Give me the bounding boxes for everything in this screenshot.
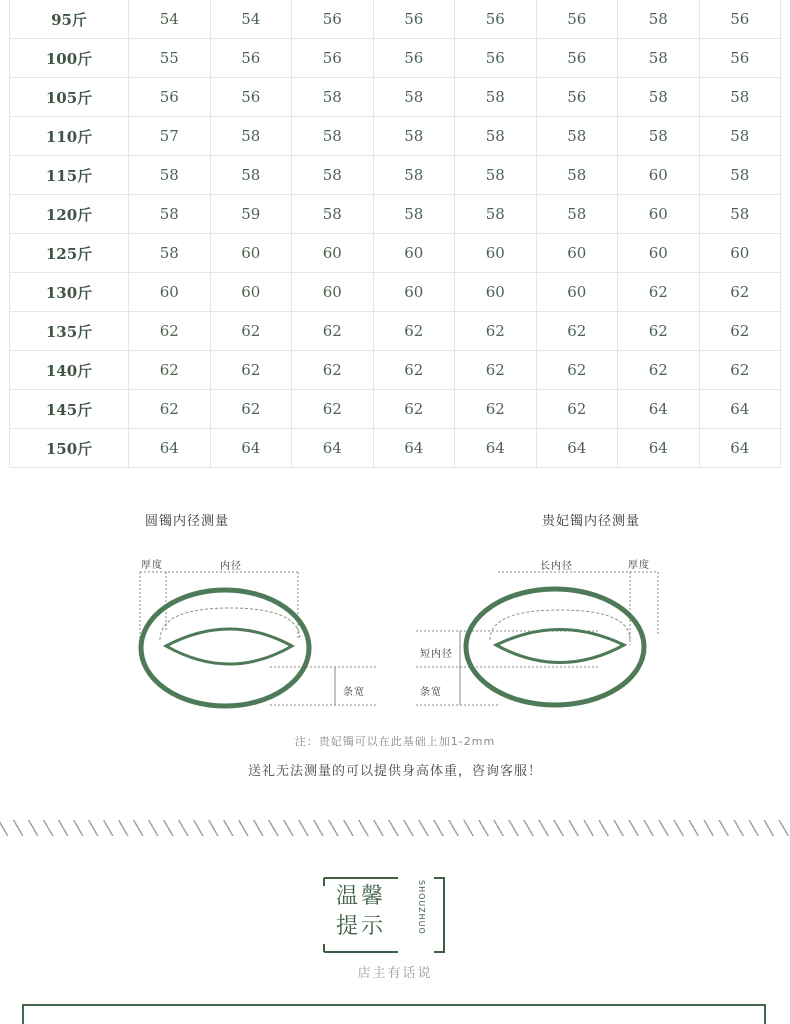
size-cell: 62 (536, 351, 618, 390)
size-cell: 58 (618, 117, 700, 156)
size-cell: 62 (536, 312, 618, 351)
size-cell: 58 (292, 117, 374, 156)
size-cell: 58 (536, 156, 618, 195)
size-cell: 60 (292, 234, 374, 273)
size-cell: 64 (699, 390, 781, 429)
size-cell: 58 (292, 195, 374, 234)
size-cell: 56 (210, 78, 292, 117)
round-width-label: 条宽 (343, 687, 365, 698)
round-thickness-label: 厚度 (141, 560, 163, 571)
size-cell: 62 (210, 312, 292, 351)
size-cell: 60 (210, 234, 292, 273)
size-cell: 62 (455, 390, 537, 429)
weight-cell: 145斤 (10, 390, 129, 429)
size-cell: 56 (455, 39, 537, 78)
size-cell: 59 (210, 195, 292, 234)
size-cell: 56 (373, 0, 455, 39)
tips-badge (322, 876, 446, 954)
size-cell: 58 (618, 78, 700, 117)
size-cell: 55 (129, 39, 211, 78)
size-cell: 64 (210, 429, 292, 468)
weight-cell: 150斤 (10, 429, 129, 468)
size-cell: 56 (129, 78, 211, 117)
size-cell: 58 (455, 117, 537, 156)
weight-cell: 115斤 (10, 156, 129, 195)
size-cell: 58 (699, 117, 781, 156)
size-cell: 56 (536, 78, 618, 117)
tips-subtitle: 店主有话说 (357, 966, 433, 981)
weight-cell: 125斤 (10, 234, 129, 273)
tips-vertical-text: SHOUZHUO (417, 880, 426, 935)
size-cell: 58 (129, 156, 211, 195)
size-cell: 62 (455, 351, 537, 390)
size-cell: 62 (536, 390, 618, 429)
size-cell: 56 (455, 0, 537, 39)
weight-cell: 95斤 (10, 0, 129, 39)
weight-cell: 105斤 (10, 78, 129, 117)
size-cell: 54 (129, 0, 211, 39)
size-cell: 60 (129, 273, 211, 312)
table-row (10, 390, 781, 429)
size-cell: 64 (455, 429, 537, 468)
hatch-divider (0, 820, 790, 836)
size-cell: 60 (373, 234, 455, 273)
table-row (10, 0, 781, 39)
size-cell: 58 (536, 117, 618, 156)
weight-cell: 140斤 (10, 351, 129, 390)
size-cell: 62 (618, 273, 700, 312)
size-cell: 60 (536, 234, 618, 273)
oval-bangle-title: 贵妃镯内径测量 (542, 514, 641, 529)
table-row (10, 273, 781, 312)
round-inner-diameter-label: 内径 (220, 561, 242, 572)
oval-long-diameter-label: 长内径 (540, 561, 573, 572)
size-cell: 62 (373, 351, 455, 390)
tips-line-2: 提示 (336, 914, 387, 939)
size-cell: 62 (210, 390, 292, 429)
size-cell: 58 (699, 156, 781, 195)
table-row (10, 195, 781, 234)
table-row (10, 312, 781, 351)
size-cell: 62 (618, 351, 700, 390)
size-cell: 62 (699, 273, 781, 312)
size-cell: 56 (292, 39, 374, 78)
size-cell: 62 (129, 312, 211, 351)
size-cell: 60 (373, 273, 455, 312)
table-row (10, 78, 781, 117)
size-cell: 62 (699, 312, 781, 351)
size-cell: 62 (129, 351, 211, 390)
size-cell: 58 (373, 156, 455, 195)
gift-measurement-note: 送礼无法测量的可以提供身高体重，咨询客服！ (247, 764, 542, 779)
size-cell: 60 (699, 234, 781, 273)
size-cell: 58 (292, 78, 374, 117)
size-cell: 58 (210, 156, 292, 195)
size-cell: 60 (292, 273, 374, 312)
size-cell: 64 (373, 429, 455, 468)
size-cell: 58 (129, 195, 211, 234)
size-cell: 62 (292, 312, 374, 351)
size-cell: 60 (618, 234, 700, 273)
size-cell: 56 (536, 39, 618, 78)
tips-heading (336, 882, 396, 942)
bottom-frame (22, 1004, 766, 1024)
table-row (10, 351, 781, 390)
size-cell: 56 (699, 39, 781, 78)
weight-cell: 120斤 (10, 195, 129, 234)
oval-bangle-illustration (416, 572, 658, 705)
size-table (9, 0, 781, 468)
size-cell: 58 (210, 117, 292, 156)
size-cell: 58 (618, 39, 700, 78)
oval-bangle-note: 注：贵妃镯可以在此基础上加1-2mm (294, 735, 496, 748)
size-cell: 60 (618, 156, 700, 195)
size-cell: 58 (536, 195, 618, 234)
size-cell: 58 (373, 117, 455, 156)
size-cell: 64 (536, 429, 618, 468)
size-cell: 56 (210, 39, 292, 78)
table-row (10, 429, 781, 468)
weight-cell: 110斤 (10, 117, 129, 156)
table-row (10, 156, 781, 195)
size-cell: 58 (699, 195, 781, 234)
size-cell: 60 (455, 234, 537, 273)
tips-line-1: 温馨 (336, 884, 387, 909)
weight-cell: 100斤 (10, 39, 129, 78)
size-cell: 62 (292, 351, 374, 390)
table-row (10, 117, 781, 156)
size-cell: 56 (292, 0, 374, 39)
oval-width-label: 条宽 (420, 687, 442, 698)
table-row (10, 39, 781, 78)
size-cell: 62 (455, 312, 537, 351)
size-cell: 58 (292, 156, 374, 195)
size-cell: 58 (455, 156, 537, 195)
round-bangle-title: 圆镯内径测量 (145, 514, 230, 529)
size-cell: 58 (455, 78, 537, 117)
size-cell: 62 (210, 351, 292, 390)
size-cell: 60 (536, 273, 618, 312)
oval-thickness-label: 厚度 (628, 560, 650, 571)
size-cell: 56 (373, 39, 455, 78)
weight-cell: 130斤 (10, 273, 129, 312)
size-cell: 58 (373, 195, 455, 234)
size-cell: 64 (292, 429, 374, 468)
size-cell: 56 (699, 0, 781, 39)
size-cell: 57 (129, 117, 211, 156)
weight-cell: 135斤 (10, 312, 129, 351)
size-cell: 62 (292, 390, 374, 429)
size-cell: 58 (455, 195, 537, 234)
size-cell: 58 (618, 0, 700, 39)
size-cell: 60 (455, 273, 537, 312)
size-cell: 62 (699, 351, 781, 390)
size-cell: 64 (699, 429, 781, 468)
size-table-body (10, 0, 781, 468)
size-cell: 58 (699, 78, 781, 117)
size-cell: 64 (618, 390, 700, 429)
size-cell: 62 (618, 312, 700, 351)
size-cell: 60 (210, 273, 292, 312)
size-cell: 56 (536, 0, 618, 39)
size-cell: 54 (210, 0, 292, 39)
size-cell: 60 (618, 195, 700, 234)
size-cell: 62 (129, 390, 211, 429)
size-cell: 64 (618, 429, 700, 468)
size-cell: 62 (373, 312, 455, 351)
bangle-measurement-diagram (130, 540, 660, 720)
size-cell: 64 (129, 429, 211, 468)
size-cell: 58 (129, 234, 211, 273)
oval-short-diameter-label: 短内径 (420, 649, 453, 660)
table-row (10, 234, 781, 273)
size-cell: 62 (373, 390, 455, 429)
size-cell: 58 (373, 78, 455, 117)
